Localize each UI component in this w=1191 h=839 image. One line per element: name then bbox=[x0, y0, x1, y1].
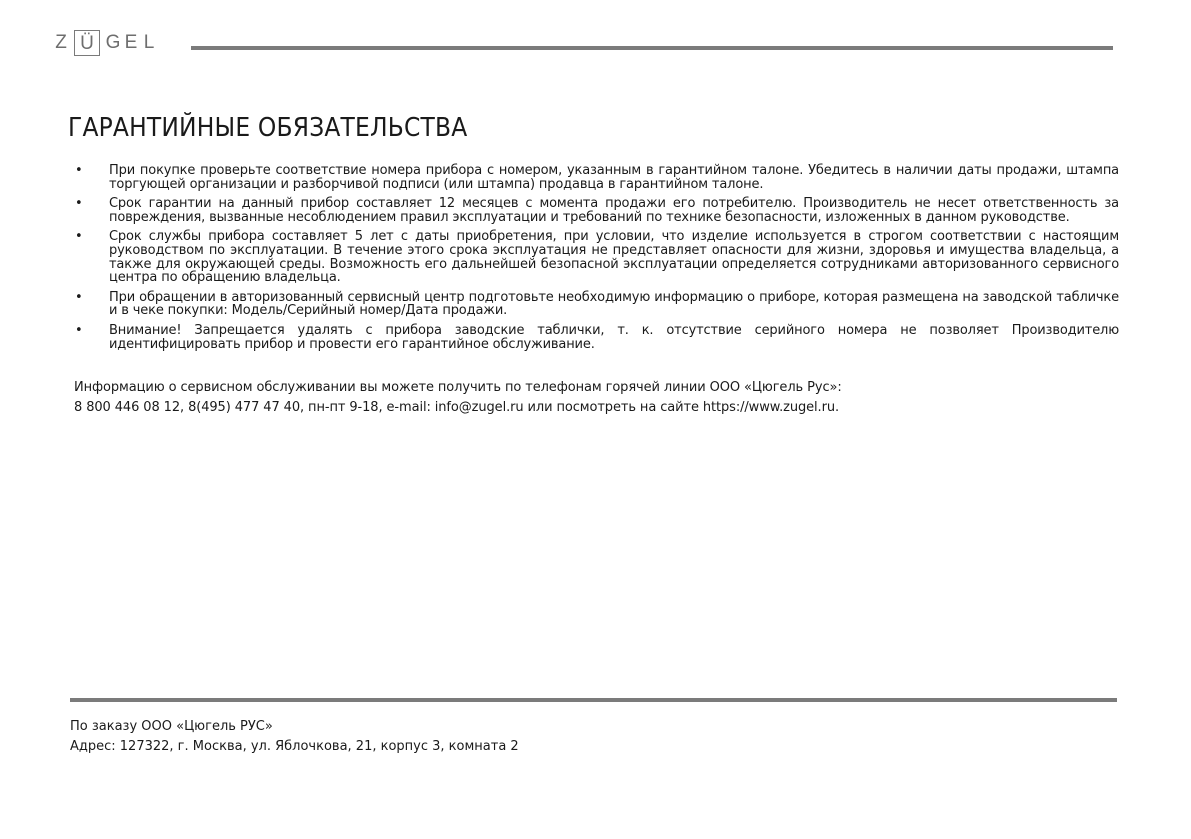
bullet-marker: • bbox=[75, 289, 83, 305]
list-item bbox=[75, 324, 1119, 351]
list-item-text: Срок службы прибора составляет 5 лет с даты приобретения, при условии, что изделие используется в строгом соответствии с настоящим руководством по эксплуатации. В течение этого срока эксплуатация не представляет опасности для жизни, здоровья и имущества владельца, а также для окружающей среды. Возможность его дальнейшей безопасной эксплуатации определяется сотрудниками авторизованного сервисного центра по обращению владельца. bbox=[109, 229, 1119, 286]
brand-logo bbox=[52, 30, 158, 56]
service-contacts-line: 8 800 446 08 12, 8(495) 477 47 40, пн-пт 9-18, e-mail: info@zugel.ru или посмотреть на сайте https://www.zugel.ru. bbox=[74, 400, 839, 415]
list-item-text: Срок гарантии на данный прибор составляет 12 месяцев с момента продажи его потребителю. Производитель не несет ответственность за повреждения, вызванные несоблюдением правил эксплуатации и требований по технике безопасности, изложенных в данном руководстве. bbox=[109, 196, 1119, 225]
service-info-line: Информацию о сервисном обслуживании вы можете получить по телефонам горячей линии ООО «Цюгель Рус»: bbox=[74, 380, 842, 395]
list-item-text: Внимание! Запрещается удалять с прибора заводские таблички, т. к. отсутствие серийного номера не позволяет Производителю идентифицировать прибор и провести его гарантийное обслуживание. bbox=[109, 322, 1119, 352]
service-info bbox=[74, 378, 842, 418]
list-item bbox=[75, 164, 1119, 191]
logo-letter: Z bbox=[55, 32, 67, 53]
page-title: ГАРАНТИЙНЫЕ ОБЯЗАТЕЛЬСТВА bbox=[68, 113, 468, 143]
list-item-text: При обращении в авторизованный сервисный центр подготовьте необходимую информацию о приборе, которая размещена на заводской табличке и в чеке покупки: Модель/Серийный номер/Дата продажи. bbox=[109, 289, 1119, 319]
list-item bbox=[75, 230, 1119, 284]
footer-address-line: Адрес: 127322, г. Москва, ул. Яблочкова, 21, корпус 3, комната 2 bbox=[70, 739, 519, 754]
footer bbox=[70, 717, 519, 757]
warranty-list bbox=[75, 164, 1119, 357]
header-divider bbox=[191, 46, 1113, 50]
bullet-marker: • bbox=[75, 229, 83, 245]
logo-letter: E bbox=[124, 32, 138, 53]
bullet-marker: • bbox=[75, 196, 83, 212]
logo-letter: G bbox=[105, 32, 121, 53]
bullet-marker: • bbox=[75, 163, 83, 178]
logo-letter-boxed: Ü bbox=[74, 30, 100, 56]
footer-divider bbox=[70, 698, 1117, 702]
list-item bbox=[75, 291, 1119, 318]
bullet-marker: • bbox=[75, 322, 83, 338]
footer-order-line: По заказу ООО «Цюгель РУС» bbox=[70, 719, 273, 734]
list-item-text: При покупке проверьте соответствие номера прибора с номером, указанным в гарантийном талоне. Убедитесь в наличии даты продажи, штампа торгующей организации и разборчивой подписи (или штампа) продавца в гарантийном талоне. bbox=[109, 163, 1119, 192]
list-item bbox=[75, 197, 1119, 224]
logo-letter: L bbox=[143, 32, 155, 53]
